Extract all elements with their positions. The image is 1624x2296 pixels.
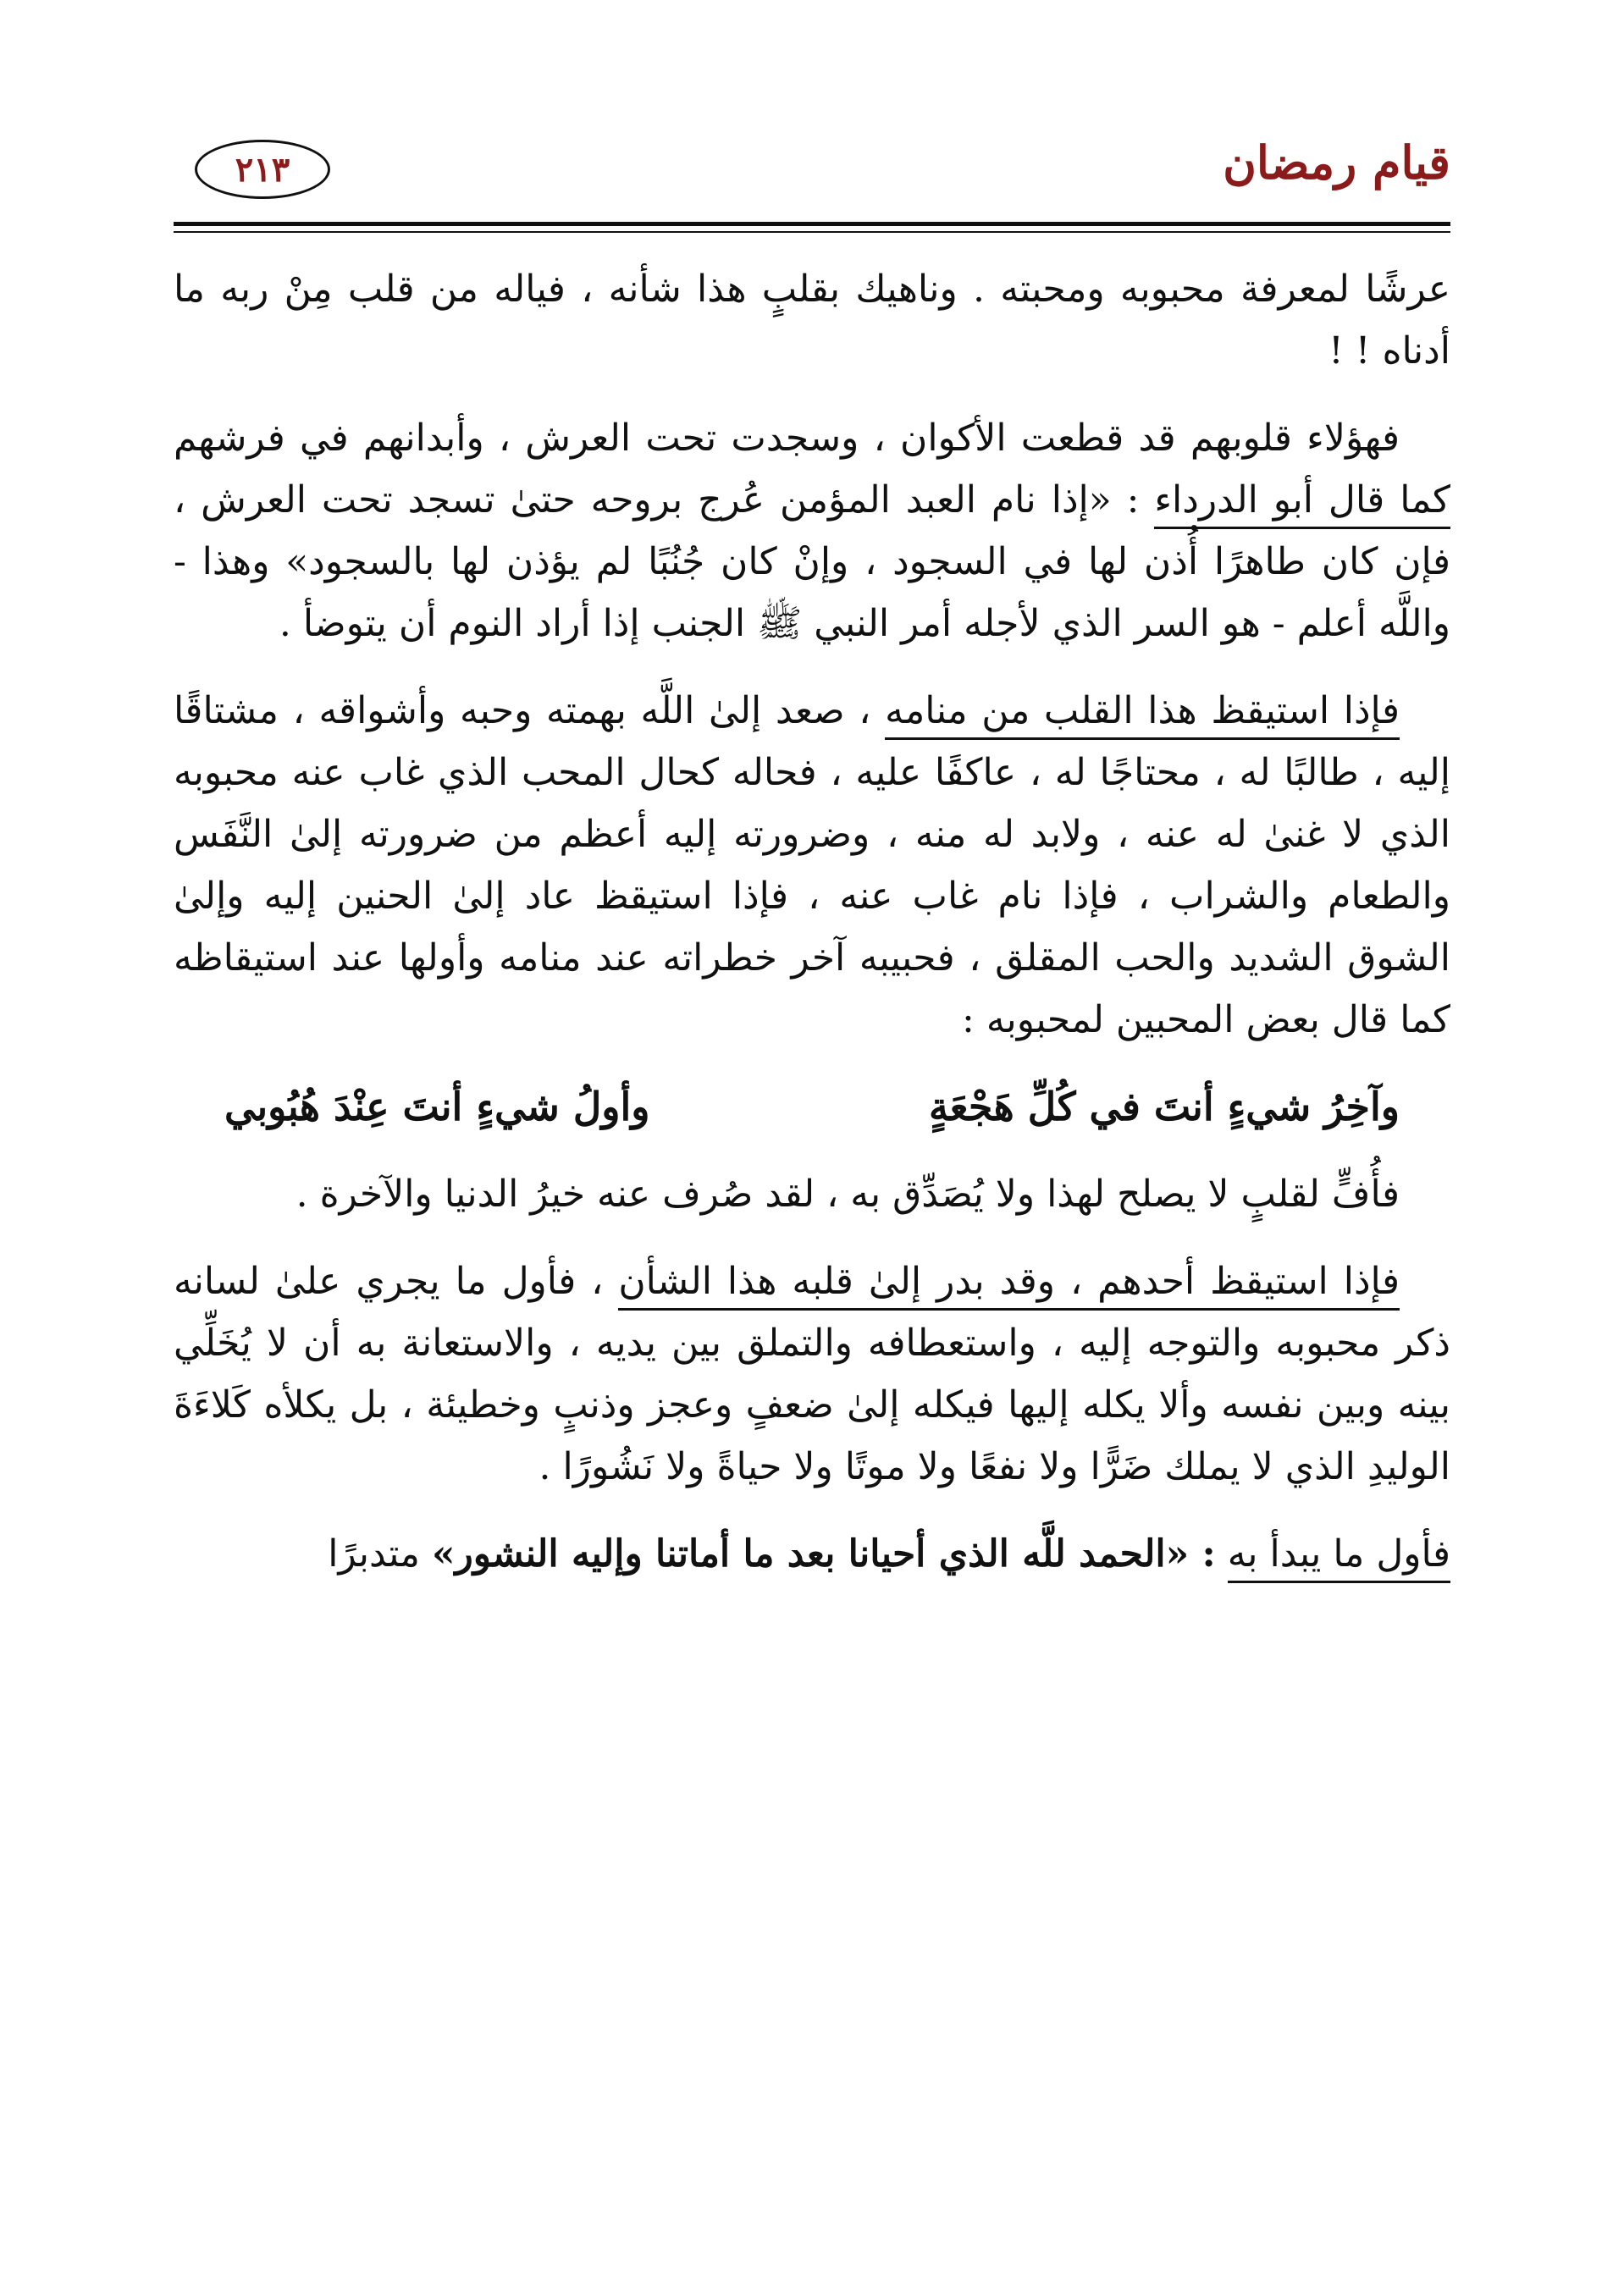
verse-first-hemistich: وآخِرُ شيءٍ أنتَ في كُلِّ هَجْعَةٍ [928,1084,1400,1129]
paragraph-3-rest: ، صعد إلىٰ اللَّه بهمته وحبه وأشواقه ، مشتاقًا إليه ، طالبًا له ، محتاجًا له ، عاكفًا عليه ، فحاله كحال المحب الذي غاب عنه محبوبه الذي لا غنىٰ له عنه ، ولابد له منه ، وضرورته إليه أعظم من ضرورته إلىٰ النَّفَس والطعام والشراب ، فإذا نام غاب عنه ، فإذا استيقظ عاد إلىٰ الحنين إليه وإلىٰ الشوق الشديد والحب المقلق ، فحبيبه آخر خطراته عند منامه وأولها عند استيقاظه كما قال بعض المحبين لمحبوبه : [174,689,1450,1041]
paragraph-6-quote: : «الحمد للَّه الذي أحيانا بعد ما أماتنا وإليه النشور» [432,1532,1216,1576]
paragraph-1-text: عرشًا لمعرفة محبوبه ومحبته . وناهيك بقلبٍ هذا شأنه ، فياله من قلب مِنْ ربه ما أدناه ! ! [174,268,1450,373]
paragraph-5-rest: ، فأول ما يجري علىٰ لسانه ذكر محبوبه والتوجه إليه ، واستعطافه والتملق بين يديه ، والاستعانة به أن لا يُخَلِّي بينه وبين نفسه وألا يكله إليها فيكله إلىٰ ضعفٍ وعجز وذنبٍ وخطيئة ، بل يكلأه كَلاءَةَ الوليدِ الذي لا يملك ضَرًّا ولا نفعًا ولا موتًا ولا حياةً ولا نَشُورًا . [174,1260,1450,1488]
running-header-title: قيام رمضان [1223,135,1450,190]
paragraph-6 [174,1523,1450,1585]
header-rule-thick [174,222,1450,226]
page-number-text: ٢١٣ [235,149,290,190]
paragraph-5-underlined: فإذا استيقظ أحدهم ، وقد بدر إلىٰ قلبه هذا الشأن [618,1260,1400,1311]
paragraph-2-rest: : «إذا نام العبد المؤمن عُرج بروحه حتىٰ تسجد تحت العرش ، فإن كان طاهرًا أُذن لها في السجود ، وإنْ كان جُنُبًا لم يؤذن لها بالسجود» وهذا - واللَّه أعلم - هو السر الذي لأجله أمر النبي ﷺ الجنب إذا أراد النوم أن يتوضأ . [174,478,1450,645]
page-number [195,140,330,199]
paragraph-6-underlined: فأول ما يبدأ به [1228,1532,1450,1583]
body-text [174,258,1450,1610]
paragraph-6-rest: متدبرًا [328,1532,420,1576]
poem-verse [224,1076,1400,1138]
paragraph-5 [174,1250,1450,1498]
header-rule-thin [174,231,1450,233]
paragraph-4-text: فأُفٍّ لقلبٍ لا يصلح لهذا ولا يُصَدِّق به ، لقد صُرف عنه خيرُ الدنيا والآخرة . [296,1173,1400,1216]
paragraph-1 [174,258,1450,382]
verse-second-hemistich: وأولُ شيءٍ أنتَ عِنْدَ هُبُوبي [224,1084,650,1129]
paragraph-4 [174,1163,1450,1225]
paragraph-3 [174,680,1450,1051]
paragraph-2-lead: فهؤلاء قلوبهم قد قطعت الأكوان ، وسجدت تحت العرش ، وأبدانهم في فرشهم [174,417,1400,460]
paragraph-2-underlined: كما قال أبو الدرداء [1154,478,1450,529]
paragraph-3-underlined: فإذا استيقظ هذا القلب من منامه [885,689,1400,740]
paragraph-2 [174,407,1450,654]
